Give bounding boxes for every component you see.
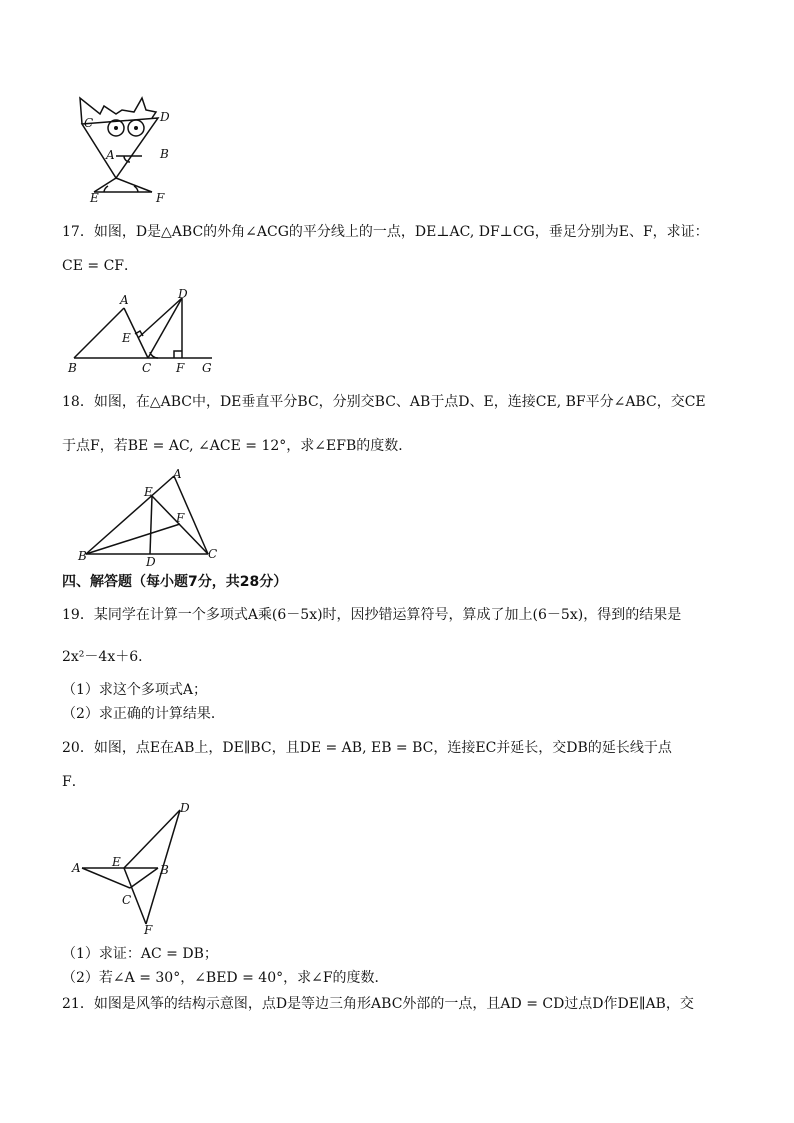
- label-d: D: [180, 801, 190, 815]
- q21-text-line1: 21．如图是风筝的结构示意图，点D是等边三角形ABC外部的一点，且AD = CD过点D作DE∥AB，交: [62, 996, 694, 1012]
- label-c: C: [208, 547, 218, 561]
- label-e: E: [144, 485, 153, 499]
- figure-q17: [64, 288, 222, 376]
- section-heading: 四、解答题（每小题7分，共28分）: [62, 574, 288, 590]
- label-d: D: [160, 110, 170, 124]
- label-a: A: [106, 148, 115, 162]
- q18-text-line1: 18．如图，在△ABC中，DE垂直平分BC，分别交BC、AB于点D、E，连接CE, BF平分∠ABC，交CE: [62, 394, 706, 410]
- label-c: C: [122, 893, 132, 907]
- label-c: C: [142, 361, 152, 375]
- label-b: B: [78, 549, 87, 563]
- label-f: F: [176, 511, 185, 525]
- q20-part2: （2）若∠A = 30°，∠BED = 40°，求∠F的度数．: [62, 970, 389, 986]
- figure-q16: [72, 94, 182, 206]
- label-a: A: [173, 467, 182, 481]
- label-f: F: [156, 191, 165, 205]
- label-b: B: [68, 361, 77, 375]
- q17-text-line2: CE = CF．: [62, 258, 138, 274]
- label-a: A: [120, 293, 129, 307]
- q20-text-line2: F．: [62, 774, 86, 790]
- q19-text-line2: 2x²－4x＋6．: [62, 649, 153, 665]
- label-f: F: [176, 361, 185, 375]
- label-e: E: [90, 191, 99, 205]
- label-b: B: [160, 863, 169, 877]
- label-f: F: [144, 923, 153, 937]
- q20-text-line1: 20．如图，点E在AB上，DE∥BC，且DE = AB, EB = BC，连接EC并延长，交DB的延长线于点: [62, 740, 672, 756]
- q17-text-line1: 17．如图，D是△ABC的外角∠ACG的平分线上的一点，DE⊥AC, DF⊥CG，垂足分别为E、F，求证：: [62, 224, 709, 240]
- figure-q20: [68, 800, 198, 940]
- q19-text-line1: 19．某同学在计算一个多项式A乘(6－5x)时，因抄错运算符号，算成了加上(6－5x)，得到的结果是: [62, 607, 682, 623]
- q18-text-line2: 于点F，若BE = AC, ∠ACE = 12°，求∠EFB的度数．: [62, 438, 413, 454]
- label-e: E: [112, 855, 121, 869]
- label-b: B: [160, 147, 169, 161]
- q20-part1: （1）求证：AC = DB；: [62, 946, 218, 962]
- label-g: G: [202, 361, 212, 375]
- figure-q18: [76, 464, 226, 568]
- label-d: D: [178, 288, 188, 301]
- label-d: D: [146, 555, 156, 568]
- label-c: C: [84, 116, 94, 130]
- label-a: A: [72, 861, 81, 875]
- q19-part2: （2）求正确的计算结果．: [62, 706, 225, 722]
- q19-part1: （1）求这个多项式A；: [62, 682, 208, 698]
- label-e: E: [122, 331, 131, 345]
